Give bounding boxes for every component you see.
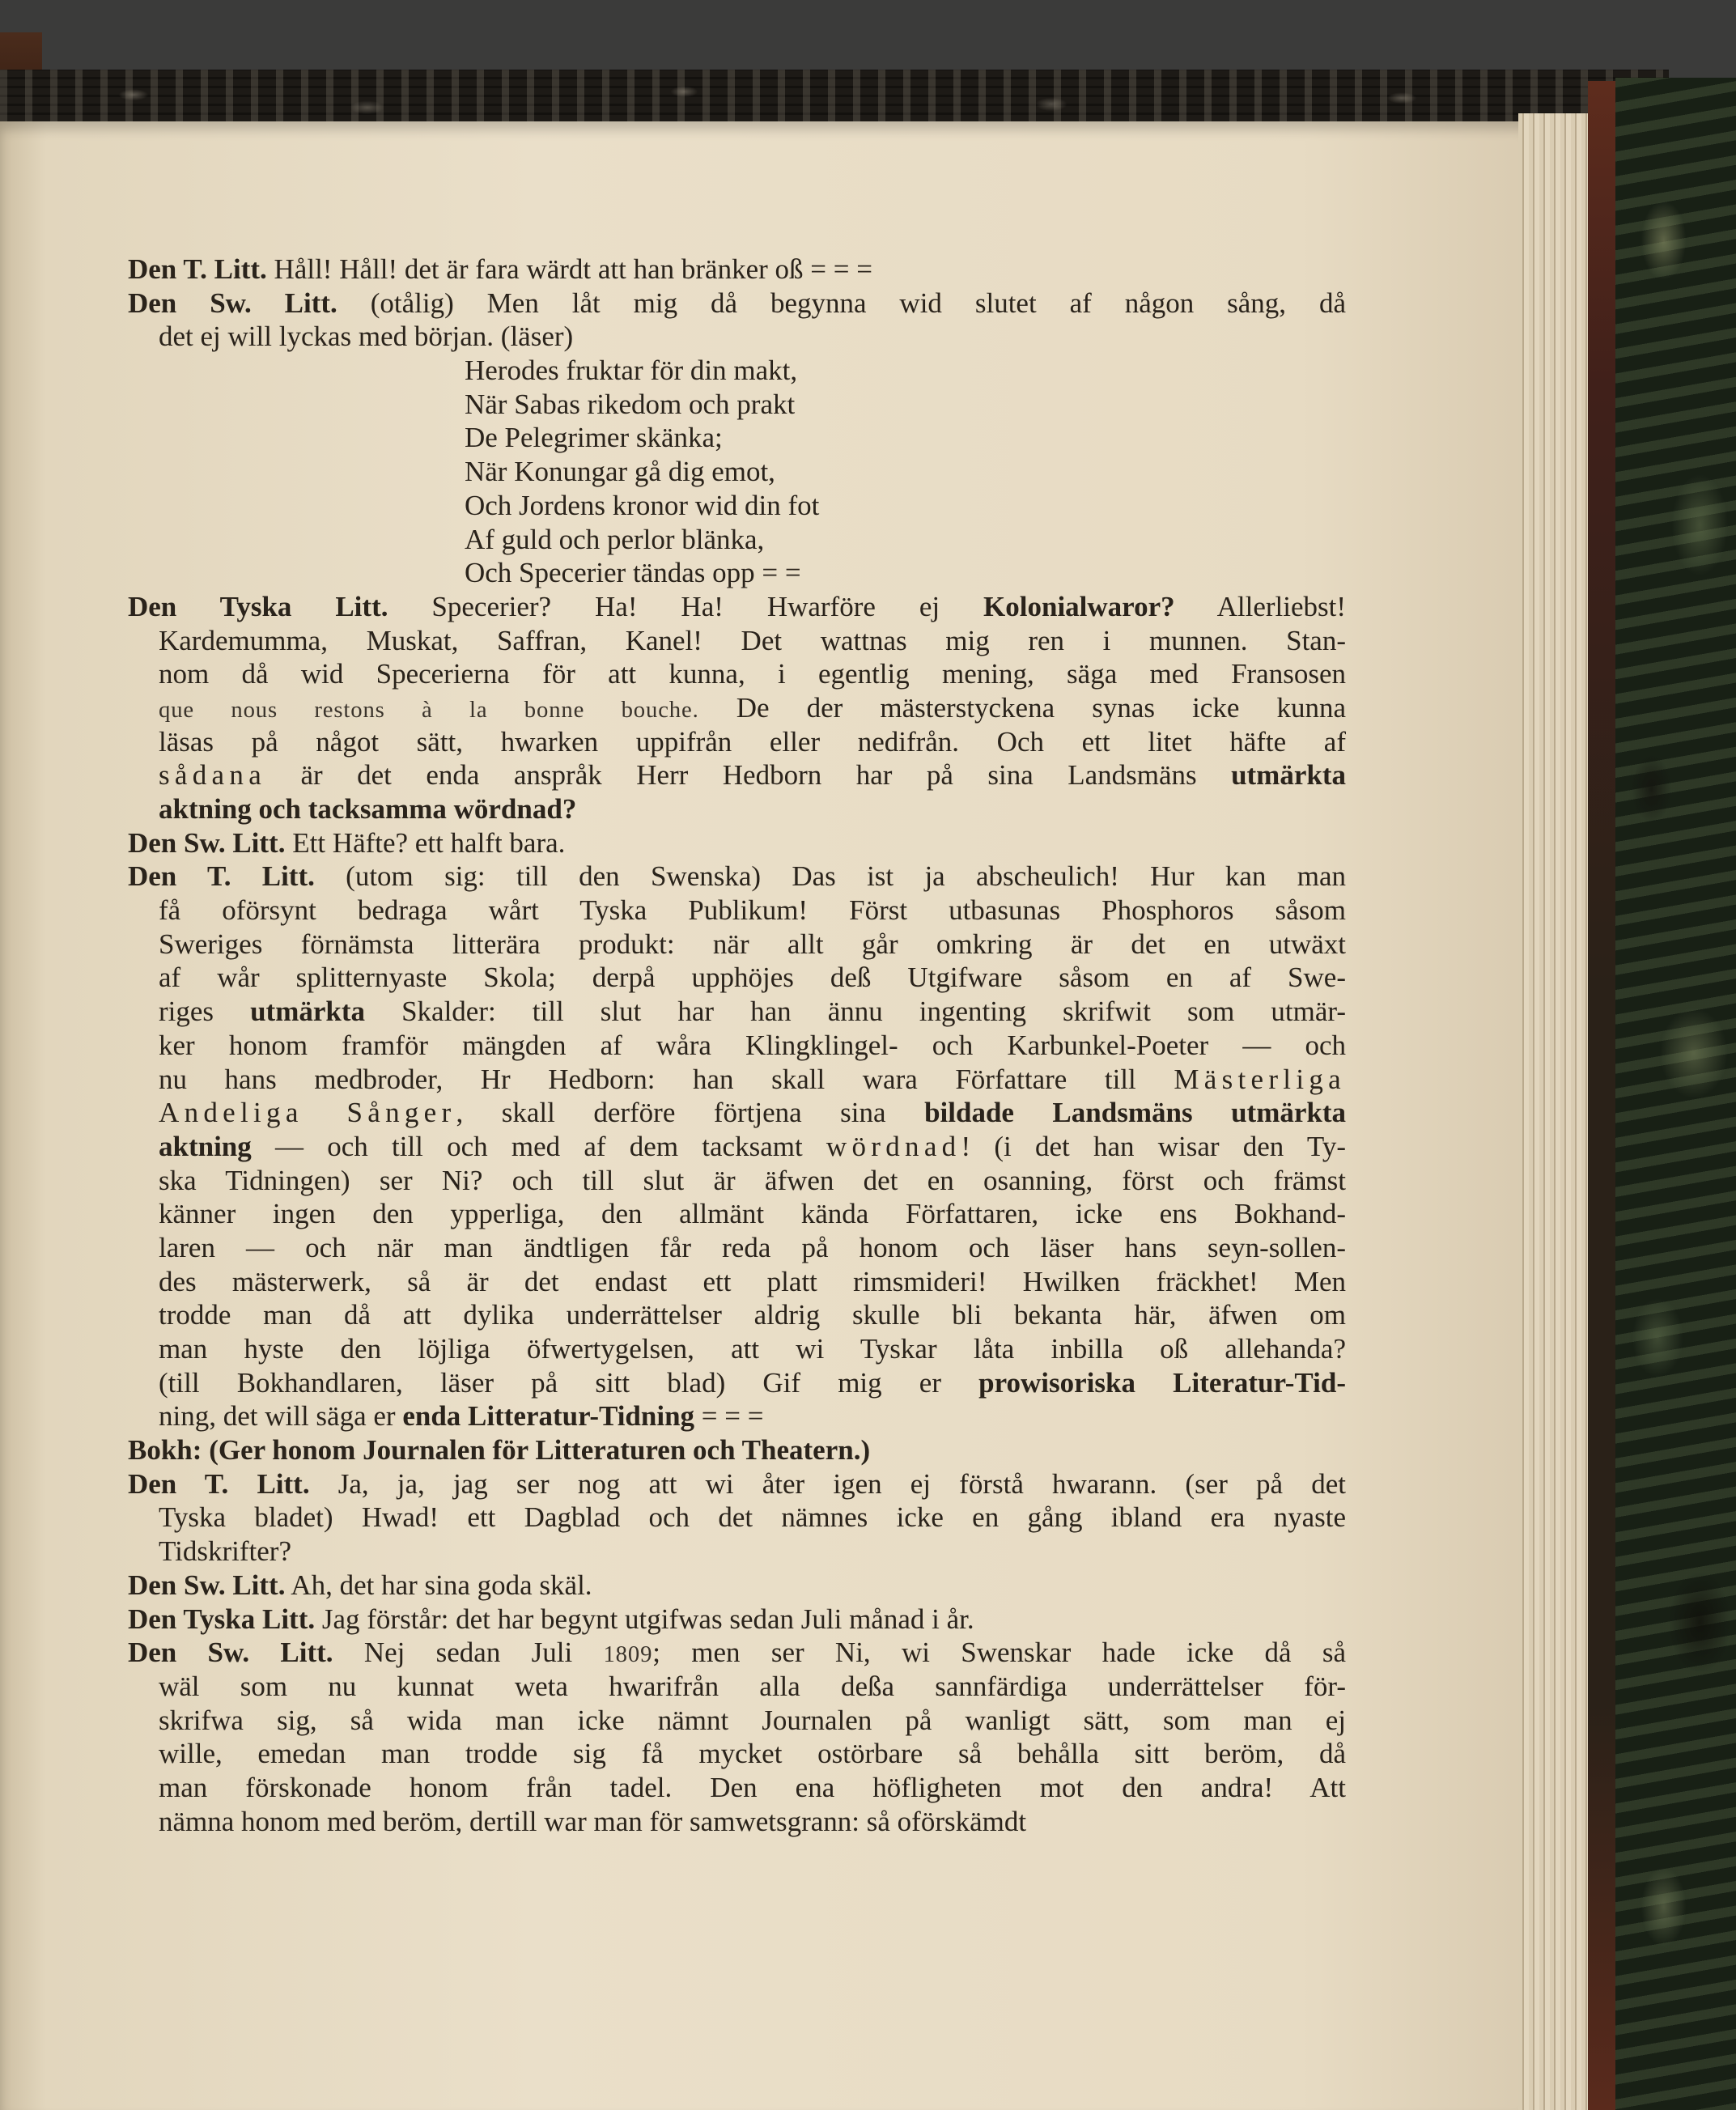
text-run: Håll! Håll! det är fara wärdt att han bränker oß = = = bbox=[266, 253, 872, 285]
text-line bbox=[159, 1501, 1346, 1535]
text-run: utmärkta bbox=[250, 996, 366, 1028]
text-run: De Pelegrimer skänka; bbox=[465, 422, 723, 454]
text-line bbox=[159, 758, 1346, 792]
text-line bbox=[159, 1265, 1346, 1299]
text-run: = = = bbox=[694, 1400, 764, 1433]
text-line bbox=[159, 1130, 1346, 1164]
text-run: sådana bbox=[159, 759, 267, 792]
text-line bbox=[128, 1603, 1346, 1637]
text-run: När Konungar gå dig emot, bbox=[465, 456, 775, 488]
text-run: laren — och när man ändtligen får reda på honom och läser hans seyn-sollen- bbox=[159, 1231, 1346, 1263]
text-run: Skalder: till slut har han ännu ingenting skrifwit som utmär- bbox=[365, 996, 1346, 1028]
text-line bbox=[159, 1399, 1346, 1433]
text-run: des mästerwerk, så är det endast ett platt rimsmideri! Hwilken fräckhet! Men bbox=[159, 1265, 1346, 1297]
text-run: aktning bbox=[159, 1130, 252, 1162]
text-run: Tidskrifter? bbox=[159, 1535, 291, 1568]
text-line bbox=[465, 523, 1346, 557]
speaker-name: Den Sw. Litt. bbox=[128, 1569, 286, 1601]
text-run: enda Litteratur-Tidning bbox=[402, 1400, 695, 1433]
speech-paragraph bbox=[128, 1433, 1346, 1467]
text-run: är det enda anspråk Herr Hedborn har på sina Landsmäns bbox=[266, 759, 1232, 792]
text-line bbox=[159, 1298, 1346, 1332]
text-run: Allerliebst! bbox=[1174, 590, 1346, 622]
text-run: , skall derföre förtjena sina bbox=[456, 1097, 925, 1129]
speech-paragraph bbox=[128, 1603, 1346, 1637]
text-run: det ej will lyckas med början. (läser) bbox=[159, 321, 574, 353]
text-line bbox=[128, 1636, 1346, 1670]
speech-paragraph bbox=[128, 1569, 1346, 1603]
text-line bbox=[159, 1332, 1346, 1366]
book-spine-leather bbox=[1588, 81, 1615, 2110]
text-run: få oförsynt bedraga wårt Tyska Publikum! Först utbasunas Phosphoros såsom bbox=[159, 894, 1346, 927]
speaker-name: Bokh: bbox=[128, 1434, 202, 1467]
text-run: ; men ser Ni, wi Swenskar hade icke då så bbox=[652, 1637, 1346, 1669]
text-line bbox=[159, 657, 1346, 691]
text-line bbox=[128, 860, 1346, 894]
text-run: man hyste den löjliga öfwertygelsen, att wi Tyskar låta inbilla oß allehanda? bbox=[159, 1333, 1346, 1365]
text-run: utmärkta bbox=[1231, 759, 1346, 792]
text-run: När Sabas rikedom och prakt bbox=[465, 388, 796, 420]
text-line bbox=[465, 421, 1346, 455]
text-line bbox=[159, 320, 1346, 354]
text-line bbox=[159, 1771, 1346, 1805]
text-run: Andeliga Sånger bbox=[159, 1097, 456, 1129]
speaker-name: Den Sw. Litt. bbox=[128, 826, 286, 859]
text-line bbox=[128, 287, 1346, 321]
verse-stanza bbox=[128, 354, 1346, 590]
marbled-book-cover bbox=[1615, 78, 1736, 2110]
text-run: Ja, ja, jag ser nog att wi åter igen ej förstå hwarann. (ser på det bbox=[309, 1467, 1346, 1500]
text-line bbox=[159, 691, 1346, 725]
text-run: Mästerliga bbox=[1174, 1063, 1346, 1095]
text-line bbox=[128, 1569, 1346, 1603]
text-line bbox=[159, 1535, 1346, 1569]
speaker-name: Den T. Litt. bbox=[128, 1467, 310, 1500]
text-run: (Ger honom Journalen för Litteraturen och Theatern.) bbox=[202, 1434, 871, 1467]
text-line bbox=[159, 1805, 1346, 1839]
text-line bbox=[159, 1670, 1346, 1704]
text-run: ska Tidningen) ser Ni? och till slut är äfwen det en osanning, först och främst bbox=[159, 1164, 1346, 1196]
text-run: man förskonade honom från tadel. Den ena höfligheten mot den andra! Att bbox=[159, 1771, 1346, 1803]
text-run: (otålig) Men låt mig då begynna wid slutet af någon sång, då bbox=[337, 287, 1346, 319]
text-run: Kardemumma, Muskat, Saffran, Kanel! Det wattnas mig ren i munnen. Stan- bbox=[159, 624, 1346, 656]
text-run: (till Bokhandlaren, läser på sitt blad) Gif mig er bbox=[159, 1366, 979, 1399]
text-line bbox=[128, 253, 1346, 287]
text-line bbox=[128, 826, 1346, 860]
text-run: aktning och tacksamma wördnad? bbox=[159, 793, 577, 825]
text-run: De der mästerstyckena synas icke kunna bbox=[698, 691, 1346, 724]
text-run: (utom sig: till den Swenska) Das ist ja abscheulich! Hur kan man bbox=[314, 860, 1346, 893]
speech-paragraph bbox=[128, 1467, 1346, 1569]
text-run: Kolonialwaror? bbox=[983, 590, 1175, 622]
text-line bbox=[159, 894, 1346, 928]
speech-paragraph bbox=[128, 253, 1346, 287]
text-run: — och till och med af dem tacksamt bbox=[251, 1130, 826, 1162]
text-run: nämna honom med beröm, dertill war man för samwetsgrann: så oförskämdt bbox=[159, 1805, 1027, 1837]
text-run: ning, det will säga er bbox=[159, 1400, 403, 1433]
speaker-name: Den Sw. Litt. bbox=[128, 287, 337, 319]
text-run: ker honom framför mängden af wåra Klingklingel- och Karbunkel-Poeter — och bbox=[159, 1029, 1346, 1061]
text-run: skrifwa sig, så wida man icke nämnt Journalen på wanligt sätt, som man ej bbox=[159, 1704, 1346, 1736]
speaker-name: Den T. Litt. bbox=[128, 860, 315, 893]
text-run: wördnad bbox=[826, 1130, 961, 1162]
text-run: que nous restons à la bonne bouche. bbox=[159, 696, 699, 723]
page-block-edges bbox=[1518, 113, 1591, 2110]
text-line bbox=[159, 1737, 1346, 1771]
text-line bbox=[465, 556, 1346, 590]
text-run: Ett Häfte? ett halft bara. bbox=[285, 826, 566, 859]
speech-paragraph bbox=[128, 1636, 1346, 1838]
text-line bbox=[465, 489, 1346, 523]
text-run: Sweriges förnämsta litterära produkt: när allt går omkring är det en utwäxt bbox=[159, 928, 1346, 960]
text-line bbox=[159, 961, 1346, 995]
text-run: prowisoriska Literatur-Tid- bbox=[978, 1366, 1346, 1399]
speaker-name: Den Tyska Litt. bbox=[128, 1603, 316, 1635]
text-line bbox=[159, 1231, 1346, 1265]
text-run: känner ingen den ypperliga, den allmänt kända Författaren, icke ens Bokhand- bbox=[159, 1198, 1346, 1230]
speech-paragraph bbox=[128, 590, 1346, 826]
text-run: wäl som nu kunnat weta hwarifrån alla deßa sannfärdiga underrättelser för- bbox=[159, 1670, 1346, 1702]
text-line bbox=[128, 590, 1346, 624]
speech-paragraph bbox=[128, 826, 1346, 860]
text-line bbox=[465, 354, 1346, 388]
speech-paragraph bbox=[128, 860, 1346, 1433]
speech-paragraph bbox=[128, 287, 1346, 354]
page-text bbox=[128, 253, 1346, 1838]
text-line bbox=[159, 928, 1346, 962]
text-run: Ah, det har sina goda skäl. bbox=[285, 1569, 592, 1601]
text-run: Specerier? Ha! Ha! Hwarföre ej bbox=[388, 590, 984, 622]
text-run: wille, emedan man trodde sig få mycket ostörbare så behålla sitt beröm, då bbox=[159, 1738, 1346, 1770]
text-run: läsas på något sätt, hwarken uppifrån eller nedifrån. Och ett litet häfte af bbox=[159, 725, 1346, 758]
text-line bbox=[159, 1197, 1346, 1231]
text-line bbox=[159, 1029, 1346, 1063]
speaker-name: Den Tyska Litt. bbox=[128, 590, 388, 622]
text-run: nom då wid Specerierna för att kunna, i egentlig mening, säga med Fransosen bbox=[159, 658, 1346, 690]
text-line bbox=[159, 1164, 1346, 1198]
text-line bbox=[159, 624, 1346, 658]
speaker-name: Den Sw. Litt. bbox=[128, 1637, 333, 1669]
text-line bbox=[159, 792, 1346, 826]
text-line bbox=[159, 725, 1346, 759]
text-run: 1809 bbox=[603, 1641, 653, 1668]
text-line bbox=[159, 1096, 1346, 1130]
text-line bbox=[159, 1704, 1346, 1738]
text-run: bildade Landsmäns utmärkta bbox=[924, 1097, 1346, 1129]
text-run: trodde man då att dylika underrättelser aldrig skulle bli bekanta här, äfwen om bbox=[159, 1299, 1346, 1331]
text-run: af wår splitternyaste Skola; derpå upphöjes deß Utgifware såsom en af Swe- bbox=[159, 962, 1346, 994]
text-line bbox=[159, 1063, 1346, 1097]
text-run: ! (i det han wisar den Ty- bbox=[961, 1130, 1346, 1162]
text-line bbox=[159, 995, 1346, 1029]
text-line bbox=[159, 1366, 1346, 1400]
text-line bbox=[128, 1433, 1346, 1467]
text-run: riges bbox=[159, 996, 251, 1028]
text-run: Af guld och perlor blänka, bbox=[465, 523, 765, 555]
text-run: Och Jordens kronor wid din fot bbox=[465, 489, 820, 521]
text-line bbox=[128, 1467, 1346, 1501]
text-run: Tyska bladet) Hwad! ett Dagblad och det nämnes icke en gång ibland era nyaste bbox=[159, 1501, 1346, 1534]
text-line bbox=[465, 455, 1346, 489]
text-run: Jag förstår: det har begynt utgifwas sedan Juli månad i år. bbox=[315, 1603, 974, 1635]
text-line bbox=[465, 388, 1346, 422]
text-run: Nej sedan Juli bbox=[333, 1637, 604, 1669]
text-run: Herodes fruktar för din makt, bbox=[465, 354, 798, 387]
text-run: nu hans medbroder, Hr Hedborn: han skall wara Författare till bbox=[159, 1063, 1174, 1095]
text-run: Och Specerier tändas opp = = bbox=[465, 557, 801, 589]
speaker-name: Den T. Litt. bbox=[128, 253, 267, 285]
